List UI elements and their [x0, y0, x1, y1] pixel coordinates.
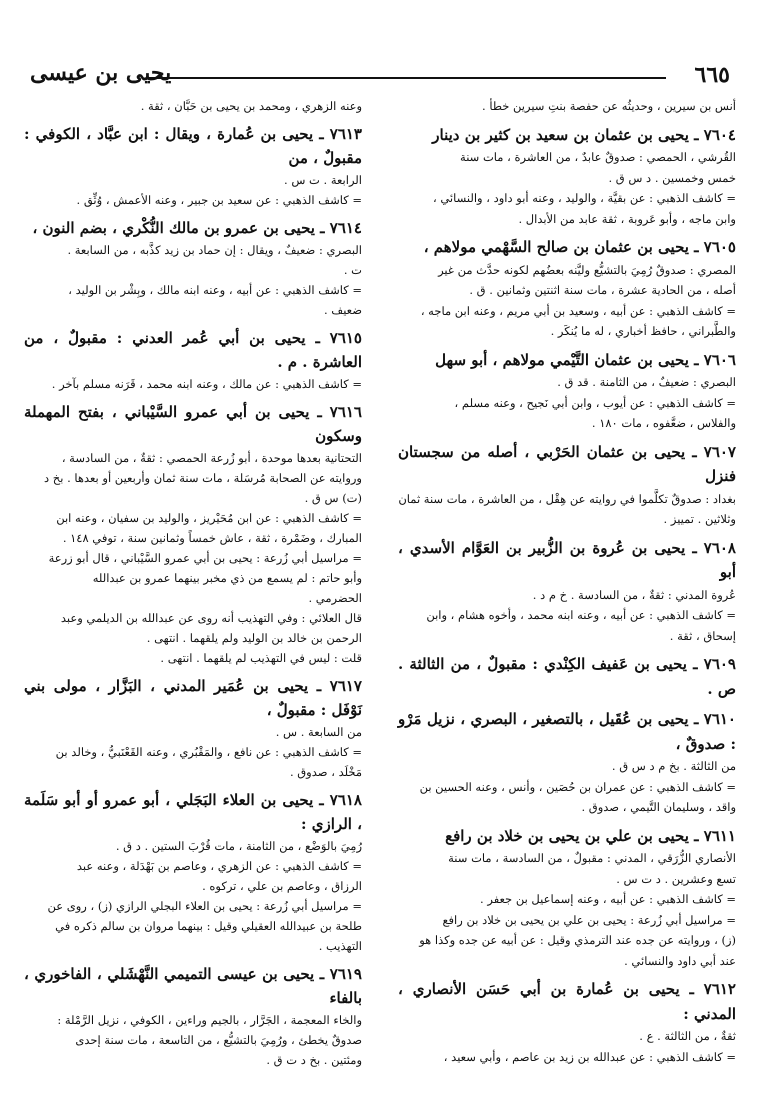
entry-text-line: = كاشف الذهبي : عن سعيد بن جبير ، وعنه الأعمش ، وُثِّق .: [76, 193, 362, 207]
entry-heading-line: ٧٦١٣ ـ يحيى بن عُمارة ، ويقال : ابن عبَّاد ، الكوفي : مقبولٌ ، من: [24, 125, 362, 167]
entry-heading-line: ٧٦١٠ ـ يحيى بن عُقَيل ، بالتصغير ، البصري ، نزيل مَرْو : صدوقٌ ،: [398, 710, 736, 753]
biography-entry: [24, 216, 362, 320]
entry-text-line: (ز) ، وروايته عن جده عند الترمذي وقيل : عن أبيه عن جده وكذا هو: [419, 933, 736, 947]
entry-text-line: ومئتين . بخ د ت ق .: [266, 1053, 362, 1067]
entry-text-line: ثقةٌ ، من الثالثة . ع .: [639, 1029, 736, 1043]
entry-text-line: أصله ، من الحادية عشرة ، مات سنة اثنتين وثمانين . ق .: [469, 283, 736, 297]
entry-text-line: والخاء المعجمة ، الجَرَّار ، بالجيم وراءين ، الكوفي ، نزيل الرَّمْلة :: [57, 1013, 362, 1027]
entry-text-line: بغداد : صدوقٌ تكلَّموا في روايته عن هِقْل ، من العاشرة ، مات سنة ثمان: [398, 491, 736, 506]
entry-text-line: التحتانية بعدها موحدة ، أبو زُرعة الحمصي : ثقةٌ ، من السادسة ،: [61, 451, 362, 465]
entry-heading-line: ٧٦٠٤ ـ يحيى بن عثمان بن سعيد بن كثير بن دينار: [432, 125, 736, 144]
entry-text-line: عند أبي داود والنسائي .: [624, 953, 736, 968]
entry-text-line: = كاشف الذهبي : عن عمران بن حُصَين ، وأنس ، وعنه الحسين بن: [419, 779, 736, 794]
biography-entry: [398, 440, 736, 530]
entry-heading-line: ٧٦١٥ ـ يحيى بن أبي عُمر العدني : مقبولٌ ، من العاشرة . م .: [24, 329, 362, 371]
entry-text-line: (ت) س ق .: [304, 491, 362, 505]
biography-entry: [398, 536, 736, 647]
entry-heading-line: ٧٦١٢ ـ يحيى بن عُمارة بن أبي حَسَن الأنصاري ، المدني :: [398, 980, 736, 1023]
biography-entry: [24, 788, 362, 956]
entry-text-line: ضعيف .: [324, 303, 362, 317]
entry-text-line: ت .: [343, 263, 362, 277]
biography-entry: [398, 977, 736, 1067]
entry-text-line: قلت : ليس في التهذيب لم يلقهما . انتهى .: [160, 651, 362, 665]
biography-entry: [398, 707, 736, 818]
entry-text-line: = كاشف الذهبي : عن ابن مُحَيْريز ، والوليد بن سفيان ، وعنه ابن: [56, 511, 362, 525]
running-title: يحيى بن عيسى: [30, 60, 172, 86]
entry-text-line: الرزاق ، وعاصم بن علي ، تركوه .: [202, 879, 362, 893]
entry-text-line: عُروة المدني : ثقةٌ ، من السادسة . خ م د .: [532, 587, 736, 602]
entry-heading-line: ٧٦١١ ـ يحيى بن علي بن يحيى بن خلاد بن رافع: [445, 826, 736, 845]
entry-text-line: = كاشف الذهبي : عن عبدالله بن زيد بن عاصم ، وأبي سعيد ،: [443, 1049, 736, 1064]
entry-heading-line: ٧٦١٩ ـ يحيى بن عيسى التميمي النَّهْشَلي ، الفاخوري ، بالفاء: [24, 965, 362, 1007]
page-number: ٦٦٥: [694, 62, 730, 88]
biography-entry: [398, 96, 736, 117]
entry-text-line: أنس بن سيرين ، وحديثُه عن حفصة بنتِ سيرين خطأ .: [482, 99, 736, 113]
entry-text-line: المبارك ، وضَمْرة ، ثقة ، عاش خمساً وثمانين سنة ، توفي ١٤٨ .: [62, 531, 362, 545]
entry-text-line: = كاشف الذهبي : عن أبيه ، وعنه ابنه مالك ، وبِشْر بن الوليد ،: [68, 283, 362, 297]
entry-text-line: واقد ، وسليمان التَّيمي ، صدوق .: [581, 800, 736, 814]
entry-text-line: خمس وخمسين . د س ق .: [608, 170, 736, 185]
entry-text-line: وثلاثين . تمييز .: [663, 512, 736, 526]
entry-text-line: رُمِيَ بالوَضْع ، من الثامنة ، مات قُرْبَ الستين . د ق .: [115, 839, 362, 853]
entry-text-line: الأنصاري الزُّرَقي ، المدني : مقبولٌ ، من السادسة ، مات سنة: [448, 851, 736, 865]
entry-text-line: = مراسيل أبي زُرعة : يحيى بن العلاء البجلي الرازي (ز) ، روى عن: [47, 899, 362, 913]
biography-entry: [24, 400, 362, 668]
left-column: [24, 96, 362, 1076]
entry-heading-line: ٧٦٠٦ ـ يحيى بن عثمان التَّيْمي مولاهم ، أبو سهل: [435, 350, 736, 369]
entry-text-line: = كاشف الذهبي : عن بقيَّة ، والوليد ، وعنه أبو داود ، والنسائي ،: [432, 191, 736, 205]
entry-text-line: وأبو حاتم : لم يسمع من ذي مخبر بينهما عمرو بن عبدالله: [92, 571, 362, 585]
entry-text-line: = مراسيل أبي زُرعة : يحيى بن علي بن يحيى بن خلاد بن رافع: [442, 912, 736, 927]
entry-text-line: = مراسيل أبي زُرعة : يحيى بن أبي عمرو السَّيْباني ، قال أبو زرعة: [48, 551, 362, 565]
entry-text-line: تسع وعشرين . د ت س .: [616, 871, 736, 886]
right-column: [398, 96, 736, 1073]
biography-entry: [24, 96, 362, 116]
entry-text-line: وابن ماجه ، وأبو عَروبة ، ثقة عابد من الأبدال .: [518, 211, 736, 226]
entry-heading-line: ٧٦١٤ ـ يحيى بن عمرو بن مالك النُّكْري ، بضم النون ،: [32, 219, 362, 237]
biography-entry: [24, 326, 362, 394]
entry-text-line: طلحة بن عبيدالله العقيلي وقيل : بينهما مروان بن سالم ذكره في: [55, 919, 362, 933]
entry-text-line: = كاشف الذهبي : عن أبيه ، وسعيد بن أبي مريم ، وعنه ابن ماجه ،: [420, 303, 736, 318]
entry-text-line: = كاشف الذهبي : عن مالك ، وعنه ابنه محمد ، قَرَنه مسلم بآخر .: [51, 377, 362, 391]
entry-text-line: وعنه الزهري ، ومحمد بن يحيى بن حَبَّان ، ثقة .: [140, 99, 362, 113]
entry-text-line: الرحمن بن خالد بن الوليد ولم يلقهما . انتهى .: [146, 631, 362, 645]
entry-heading-line: ٧٦٠٨ ـ يحيى بن عُروة بن الزُّبير بن العَوَّام الأسدي ، أبو: [398, 538, 736, 581]
entry-text-line: قال العلائي : وفي التهذيب أنه روى عن عبدالله بن الديلمي وعبد: [60, 611, 362, 625]
entry-heading-line: ٧٦٠٧ ـ يحيى بن عثمان الحَرْبي ، أصله من سجستان فنزل: [398, 442, 736, 485]
biography-entry: [398, 824, 736, 972]
entry-text-line: من الثالثة . بخ م د س ق .: [611, 759, 736, 773]
biography-entry: [398, 235, 736, 342]
entry-text-line: وروايته عن الصحابة مُرسَلة ، مات سنة ثمان وأربعين أو بعدها . بخ د: [44, 471, 362, 485]
biography-entry: [398, 348, 736, 434]
entry-text-line: البصري : ضعيفٌ ، من الثامنة . قد ق .: [557, 375, 736, 389]
entry-text-line: = كاشف الذهبي : عن أبيه ، وعنه إسماعيل بن جعفر .: [480, 892, 736, 906]
entry-text-line: المصري : صدوقٌ رُمِيَ بالتشيُّع وليَّنه بعضُهم لكونه حدَّث من غير: [438, 262, 736, 277]
entry-text-line: مَخْلَد ، صدوق .: [289, 765, 362, 779]
entry-text-line: من السابعة . س .: [275, 725, 362, 739]
entry-text-line: الرابعة . ت س .: [284, 173, 362, 187]
entry-text-line: القُرشي ، الحمصي : صدوقٌ عابدٌ ، من العاشرة ، مات سنة: [460, 150, 736, 164]
entry-heading-line: ٧٦٠٩ ـ يحيى بن عَفيف الكِنْدي : مقبولٌ ، من الثالثة . ص .: [398, 655, 736, 698]
entry-text-line: = كاشف الذهبي : عن أيوب ، وابن أبي نَجيح ، وعنه مسلم ،: [454, 395, 736, 410]
entry-text-line: = كاشف الذهبي : عن الزهري ، وعاصم بن بَهْدَلة ، وعنه عبد: [76, 859, 362, 873]
entry-heading-line: ٧٦١٦ ـ يحيى بن أبي عمرو السَّيْباني ، بفتح المهملة وسكون: [24, 403, 362, 445]
entry-text-line: = كاشف الذهبي : عن نافع ، والمَقْبُري ، وعنه القَعْنَبيُّ ، وخالد بن: [55, 745, 362, 759]
biography-entry: [24, 122, 362, 210]
entry-text-line: والفلاس ، ضعَّفوه ، مات ١٨٠ .: [591, 416, 736, 430]
entry-text-line: = كاشف الذهبي : عن أبيه ، وعنه ابنه محمد ، وأخوه هشام ، وابن: [426, 608, 736, 622]
biography-entry: [398, 652, 736, 701]
entry-text-line: التهذيب .: [318, 939, 362, 953]
entry-text-line: الحضرمي .: [308, 591, 362, 605]
header-rule: [148, 77, 666, 79]
entry-heading-line: ٧٦٠٥ ـ يحيى بن عثمان بن صالح السَّهْمي مولاهم ،: [423, 238, 736, 256]
entry-text-line: صدوقٌ يخطئ ، ورُمِيَ بالتشيُّع ، من التاسعة ، مات سنة إحدى: [75, 1033, 362, 1047]
entry-text-line: البصري : ضعيفٌ ، ويقال : إن حماد بن زيد كذَّبه ، من السابعة .: [67, 243, 362, 257]
entry-text-line: إسحاق ، ثقة .: [669, 628, 736, 643]
biography-entry: [398, 123, 736, 230]
entry-heading-line: ٧٦١٧ ـ يحيى بن عُمَير المدني ، البَزَّار ، مولى بني نَوْفَل : مقبولٌ ،: [24, 677, 362, 719]
page-header: [30, 60, 730, 96]
biography-entry: [24, 962, 362, 1070]
entry-heading-line: ٧٦١٨ ـ يحيى بن العلاء البَجَلي ، أبو عمرو أو أبو سَلَمة ، الرازي :: [24, 791, 362, 833]
entry-text-line: والطَّبراني ، حافظ أخباري ، له ما يُنكَر .: [550, 324, 736, 338]
biography-entry: [24, 674, 362, 782]
